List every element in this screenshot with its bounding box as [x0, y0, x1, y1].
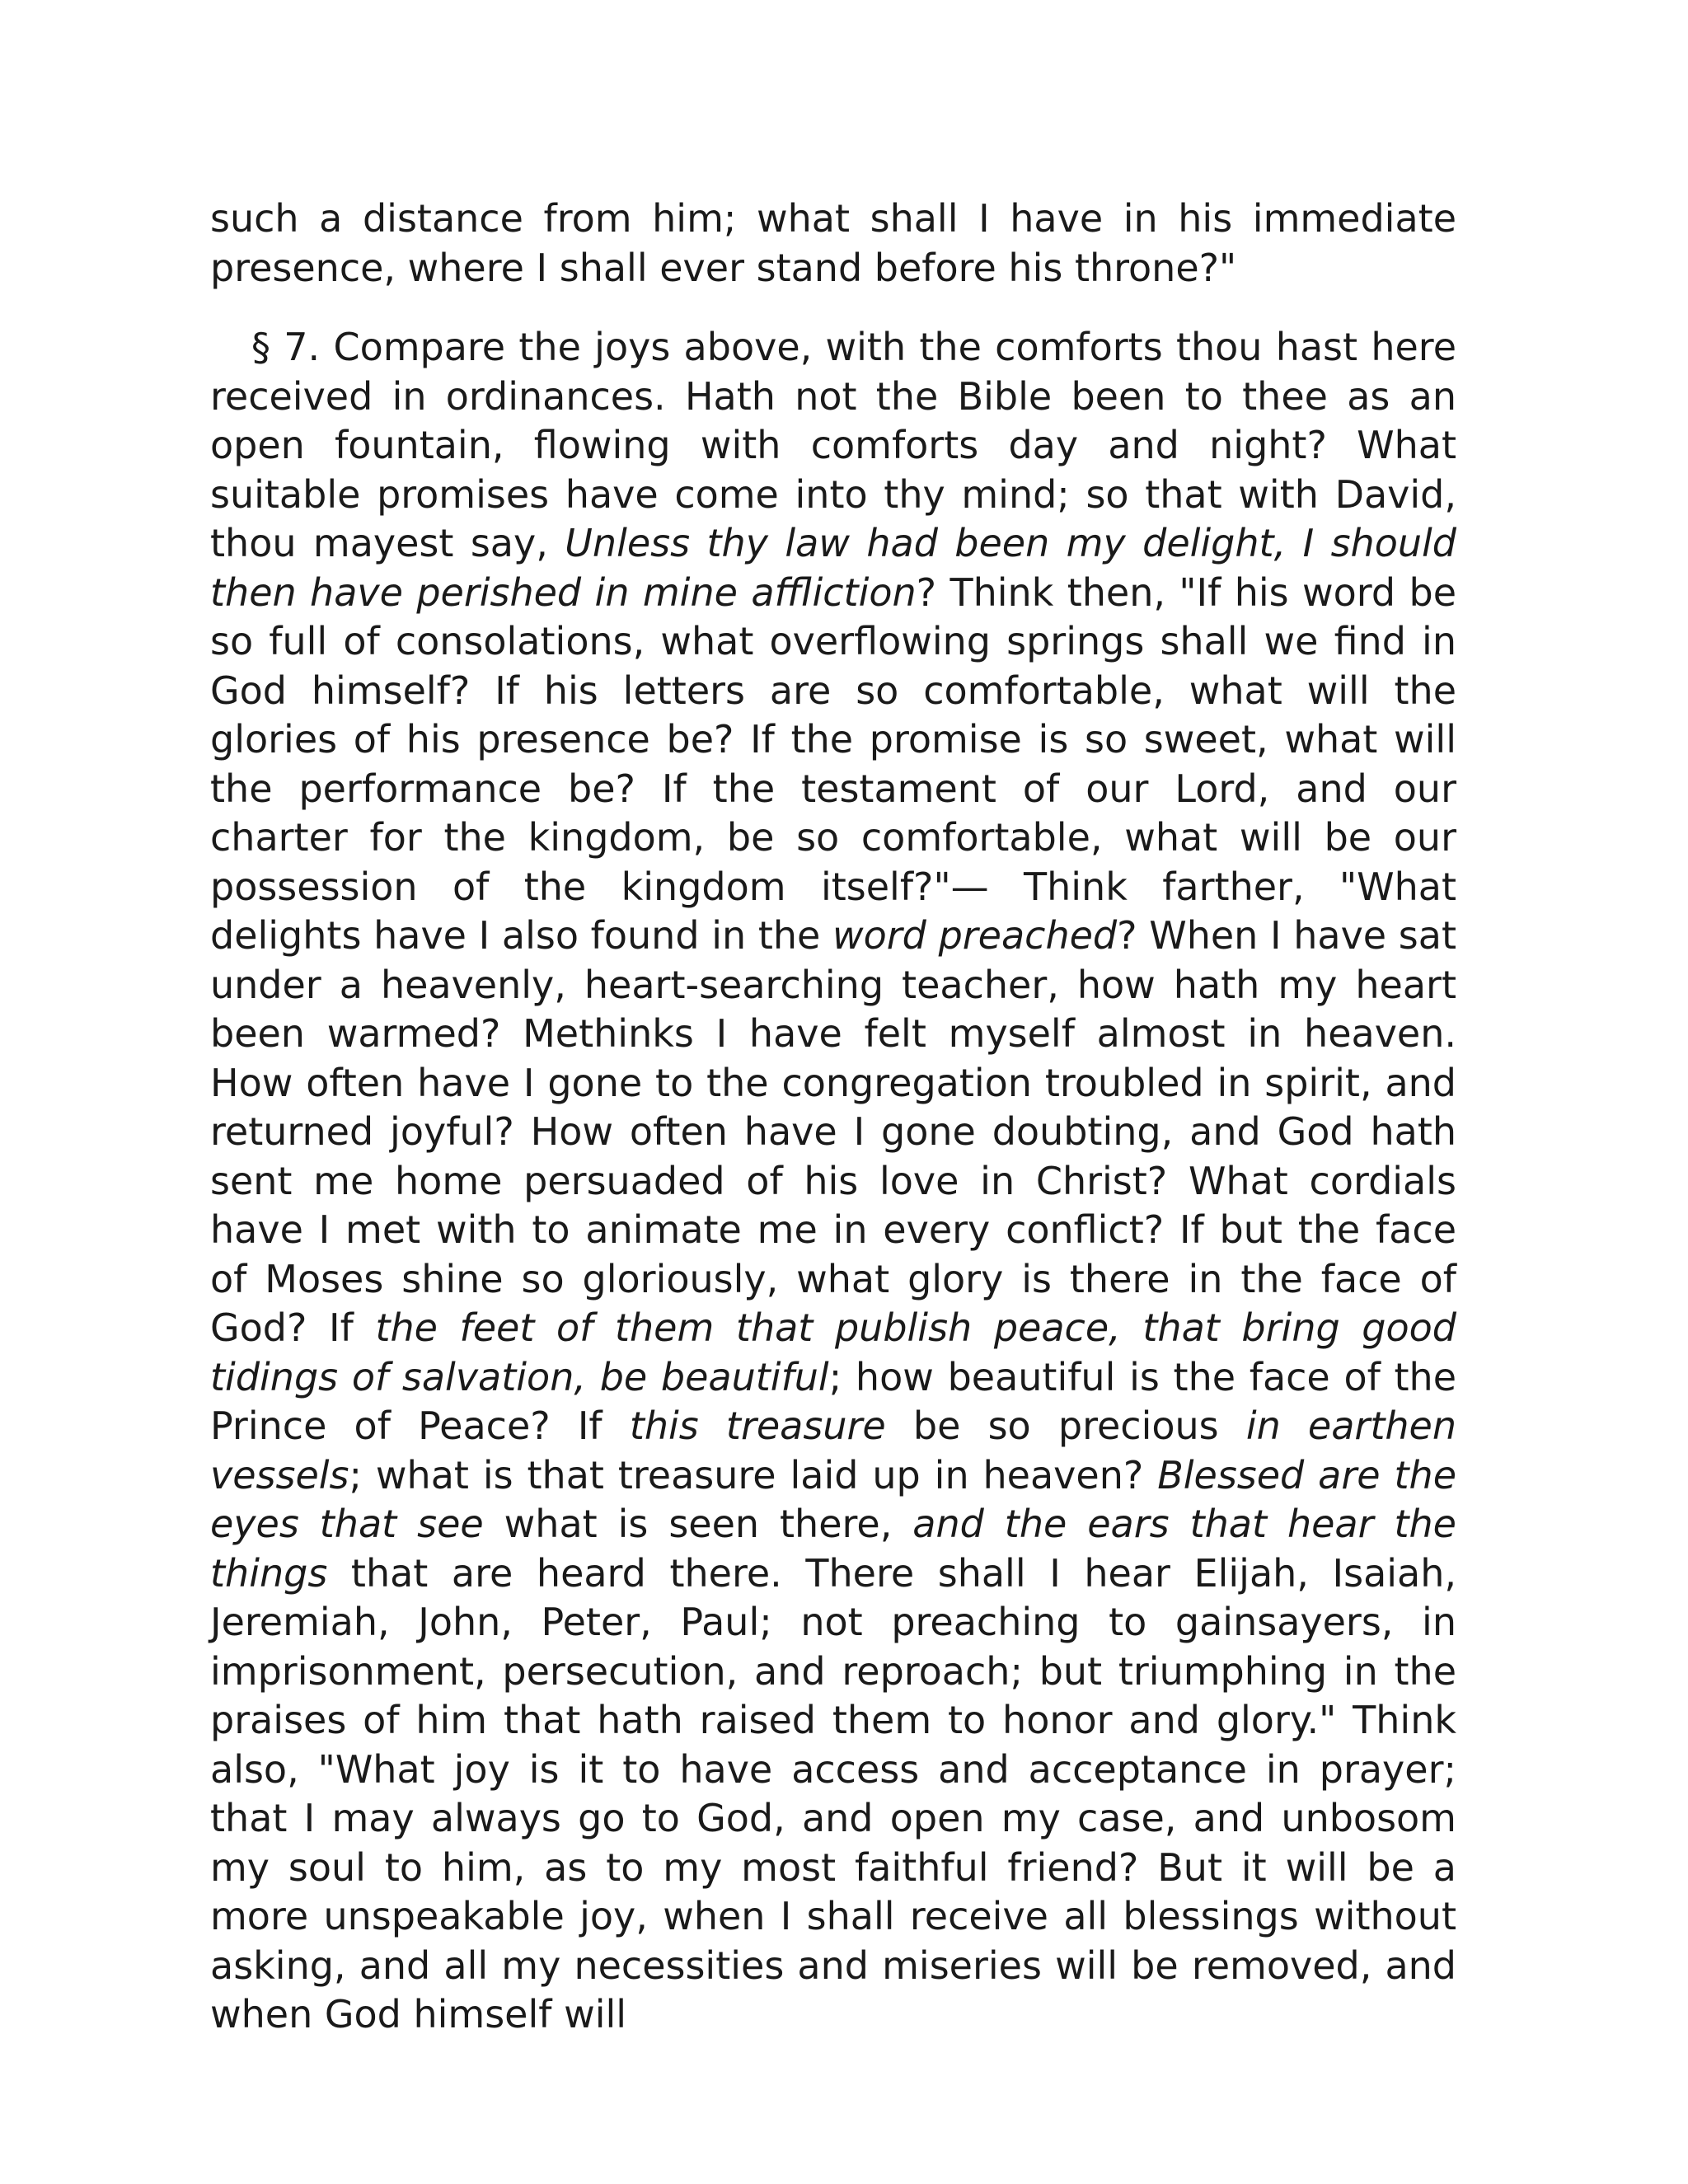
- text-run: ; how beautiful is the face of the Prince of Peace? If: [210, 1354, 1457, 1448]
- italic-quote-psalm: Unless thy law had been my delight, I should then have perished in mine affliction: [210, 521, 1456, 615]
- italic-blessed-eyes: Blessed are the eyes that see: [210, 1452, 1456, 1546]
- italic-earthen-vessels: in earthen vessels: [210, 1404, 1456, 1497]
- text-run: § 7. Compare the joys above, with the comforts thou hast here received in ordinances. Hath not the Bible been to thee as an open fountain, flowing with comforts day and night? What suitable promises have come into thy mind; so that with David, thou mayest say,: [210, 325, 1456, 565]
- italic-word-preached: word preached: [832, 913, 1118, 958]
- text-run: ? When I have sat under a heavenly, heart-searching teacher, how hath my heart been warmed? Methinks I have felt myself almost in heaven. How often have I gone to the congregation troubled in spirit, and returned joyful? How often have I gone doubting, and God hath sent me home persuaded of his love in Christ? What cordials have I met with to animate me in every conflict? If but the face of Moses shine so gloriously, what glory is there in the face of God? If: [210, 913, 1456, 1350]
- text-run: ; what is that treasure laid up in heaven?: [349, 1452, 1158, 1497]
- italic-this-treasure: this treasure: [629, 1404, 886, 1448]
- text-run: what is seen there,: [483, 1502, 913, 1546]
- paragraph-1: [210, 194, 1456, 293]
- text-run: that are heard there. There shall I hear Elijah, Isaiah, Jeremiah, John, Peter, Paul; not preaching to gainsayers, in imprisonment, persecution, and reproach; but triumphing in the praises of him that hath raised them to honor and glory." Think also, "What joy is it to have access and acceptance in prayer; that I may always go to God, and open my case, and unbosom my soul to him, as to my most faithful friend? But it will be a more unspeakable joy, when I shall receive all blessings without asking, and all my necessities and miseries will be removed, and when God himself will: [210, 1550, 1456, 2036]
- text-run: such a distance from him; what shall I have in his immediate presence, where I shall ever stand before his throne?": [210, 196, 1456, 290]
- text-run: be so precious: [885, 1404, 1246, 1448]
- text-run: ? Think then, "If his word be so full of consolations, what overflowing springs shall we find in God himself? If his letters are so comfortable, what will the glories of his presence be? If the promise is so sweet, what will the performance be? If the testament of our Lord, and our charter for the kingdom, be so comfortable, what will be our possession of the kingdom itself?"— Think farther, "What delights have I also found in the: [210, 569, 1456, 958]
- italic-quote-feet: the feet of them that publish peace, that bring good tidings of salvation, be beautiful: [210, 1305, 1456, 1399]
- italic-ears-hear: and the ears that hear the things: [210, 1502, 1456, 1596]
- paragraph-2-section-7: [210, 323, 1456, 2040]
- document-page: [210, 194, 1456, 2040]
